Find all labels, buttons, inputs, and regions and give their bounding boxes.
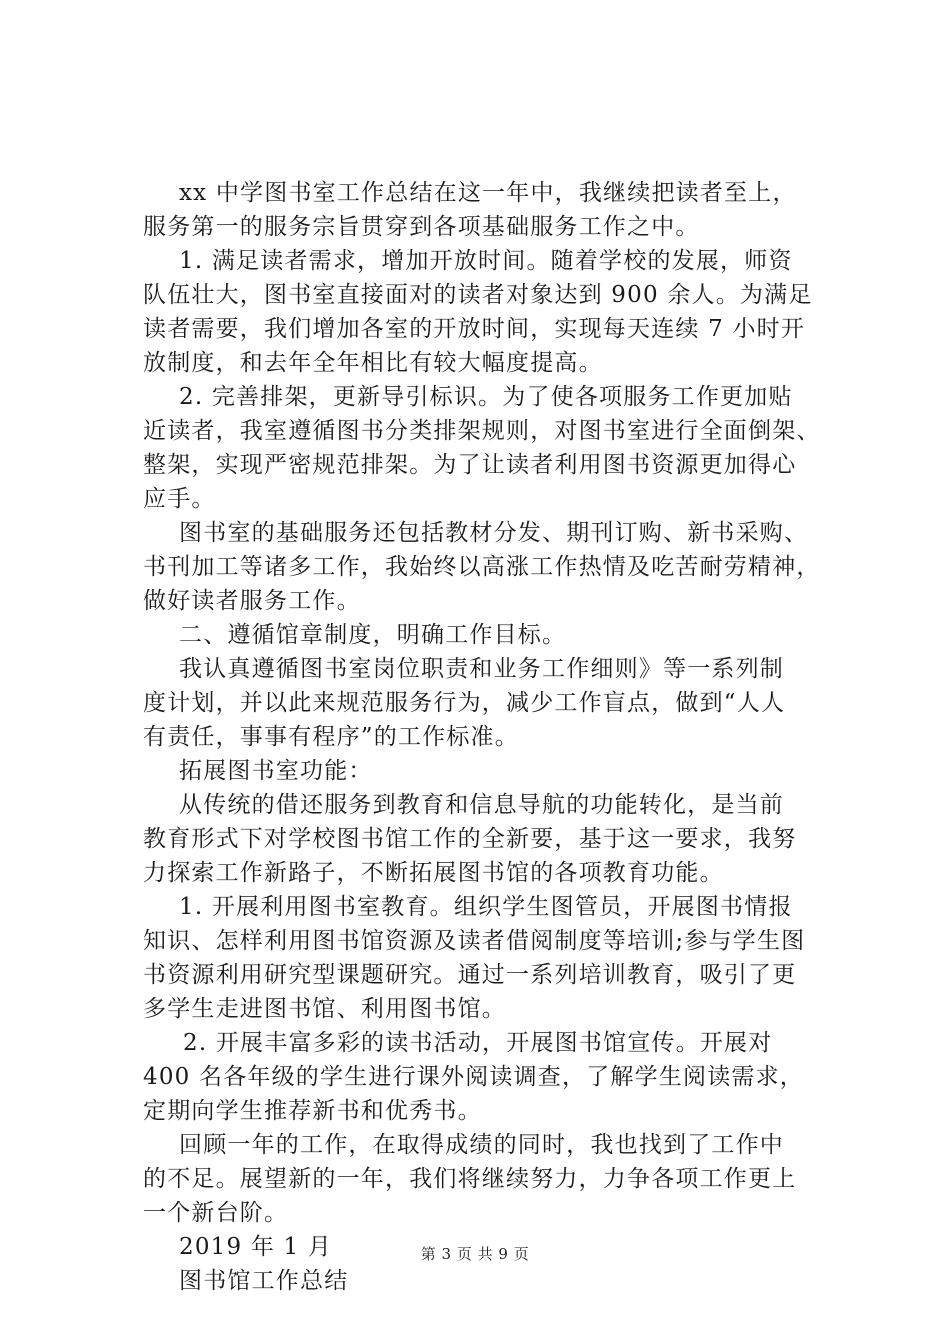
document-title-footer: 图书馆工作总结 bbox=[179, 1268, 349, 1294]
text-line: 我认真遵循图书室岗位职责和业务工作细则》等一系列制 bbox=[179, 656, 784, 682]
text-line: 多学生走进图书馆、利用图书馆。 bbox=[143, 996, 506, 1022]
page-number: 第 3 页 共 9 页 bbox=[420, 1245, 530, 1263]
text-line: 读者需要，我们增加各室的开放时间，实现每天连续 7 小时开 bbox=[143, 316, 806, 342]
text-line: 定期向学生推荐新书和优秀书。 bbox=[143, 1098, 482, 1124]
text-line: 书资源利用研究型课题研究。通过一系列培训教育，吸引了更 bbox=[143, 962, 797, 988]
text-line: 有责任，事事有程序”的工作标准。 bbox=[143, 724, 519, 750]
section-heading: 拓展图书室功能： bbox=[179, 758, 373, 784]
text-line: 的不足。展望新的一年，我们将继续努力，力争各项工作更上 bbox=[143, 1166, 797, 1192]
section-heading: 二、遵循馆章制度，明确工作目标。 bbox=[179, 622, 567, 648]
text-line: 知识、怎样利用图书馆资源及读者借阅制度等培训;参与学生图 bbox=[143, 928, 806, 954]
text-line: 应手。 bbox=[143, 486, 216, 512]
text-line: 400 名各年级的学生进行课外阅读调查，了解学生阅读需求， bbox=[143, 1064, 805, 1090]
text-line: 做好读者服务工作。 bbox=[143, 588, 361, 614]
text-line: 从传统的借还服务到教育和信息导航的功能转化，是当前 bbox=[179, 792, 784, 818]
text-line: 一个新台阶。 bbox=[143, 1200, 289, 1226]
text-line: xx 中学图书室工作总结在这一年中，我继续把读者至上， bbox=[179, 180, 797, 206]
text-line: 队伍壮大，图书室直接面对的读者对象达到 900 余人。为满足 bbox=[143, 282, 813, 308]
text-line: 放制度，和去年全年相比有较大幅度提高。 bbox=[143, 350, 603, 376]
text-line: 1. 满足读者需求，增加开放时间。随着学校的发展，师资 bbox=[179, 248, 793, 274]
text-line: 1. 开展利用图书室教育。组织学生图管员，开展图书情报 bbox=[179, 894, 793, 920]
document-date: 2019 年 1 月 bbox=[179, 1234, 333, 1260]
text-line: 图书室的基础服务还包括教材分发、期刊订购、新书采购、 bbox=[179, 520, 809, 546]
text-line: 书刊加工等诸多工作，我始终以高涨工作热情及吃苦耐劳精神， bbox=[143, 554, 821, 580]
text-line: 教育形式下对学校图书馆工作的全新要，基于这一要求，我努 bbox=[143, 826, 797, 852]
text-line: 力探索工作新路子，不断拓展图书馆的各项教育功能。 bbox=[143, 860, 724, 886]
text-line: 回顾一年的工作，在取得成绩的同时，我也找到了工作中 bbox=[179, 1132, 784, 1158]
text-line: 度计划，并以此来规范服务行为，减少工作盲点，做到“人人 bbox=[143, 690, 786, 716]
text-line: 服务第一的服务宗旨贯穿到各项基础服务工作之中。 bbox=[143, 214, 700, 240]
text-line: 近读者，我室遵循图书分类排架规则，对图书室进行全面倒架、 bbox=[143, 418, 821, 444]
text-line: 2. 完善排架，更新导引标识。为了使各项服务工作更加贴 bbox=[179, 384, 793, 410]
text-line: 整架，实现严密规范排架。为了让读者利用图书资源更加得心 bbox=[143, 452, 797, 478]
text-line: 2. 开展丰富多彩的读书活动，开展图书馆宣传。开展对 bbox=[183, 1030, 773, 1056]
